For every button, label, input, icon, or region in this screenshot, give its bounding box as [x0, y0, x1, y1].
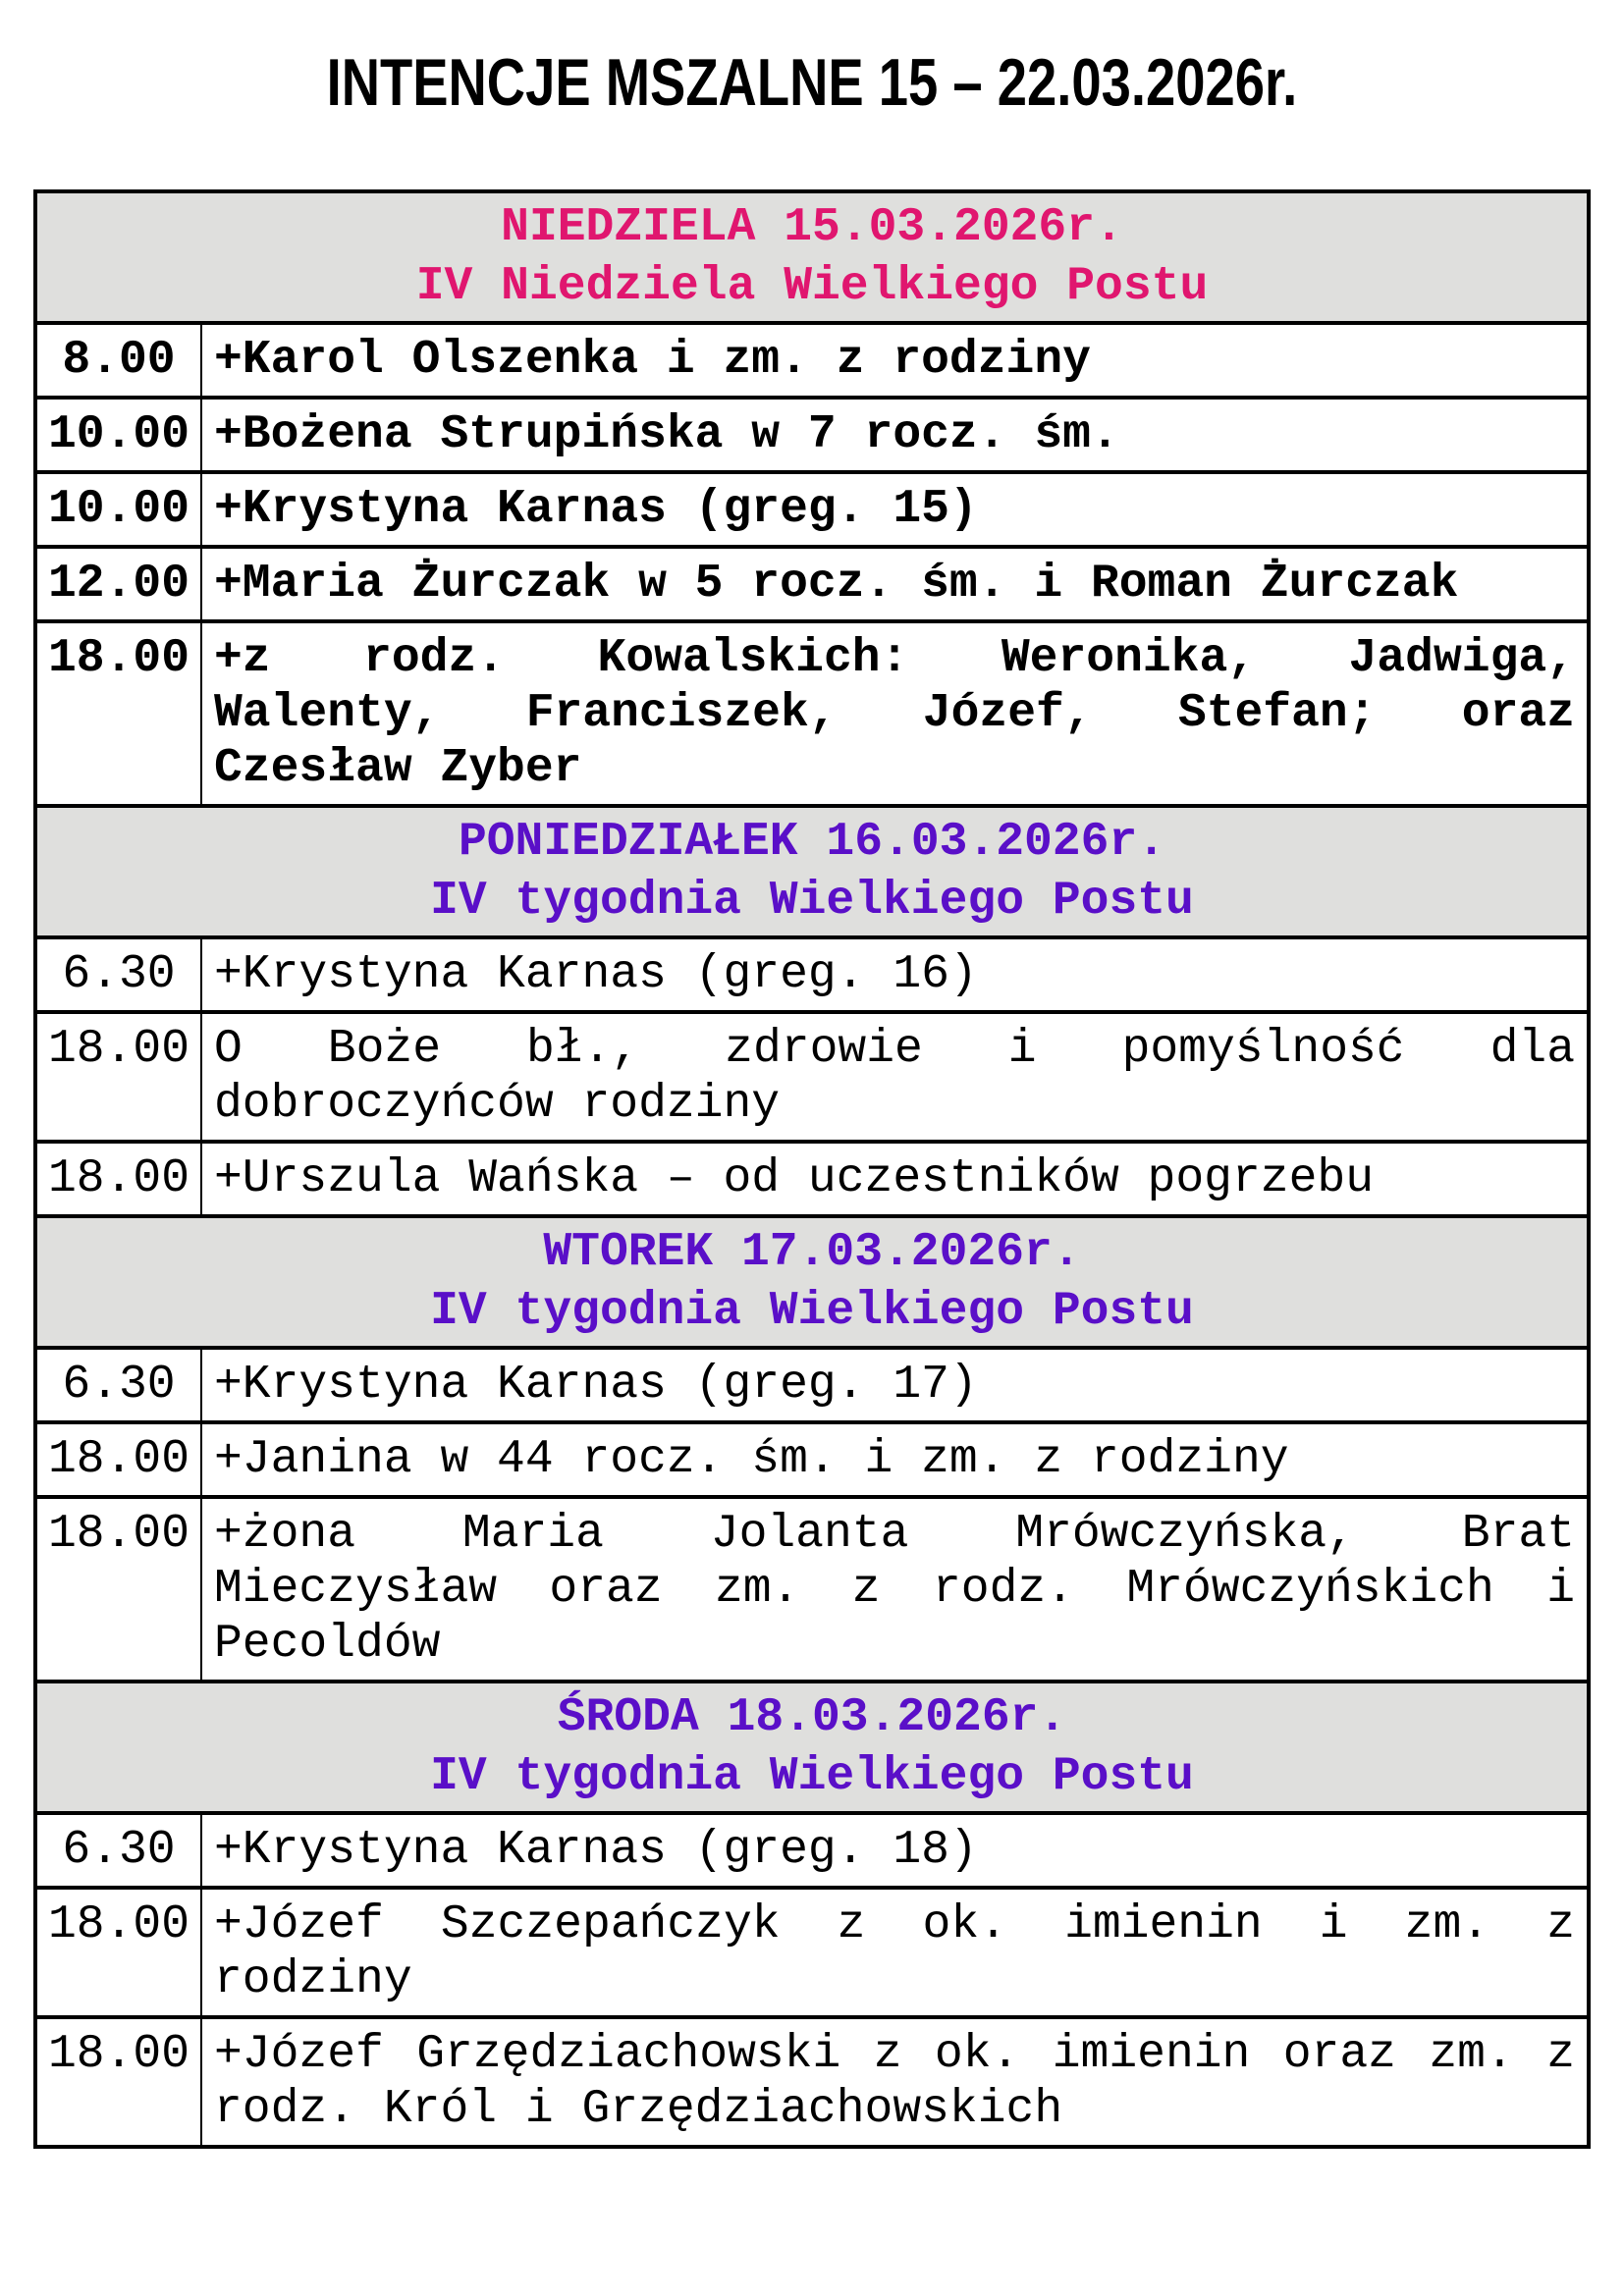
time-cell: 18.00 — [37, 1890, 202, 2015]
intention-line: +żona Maria Jolanta Mrówczyńska, Brat — [214, 1508, 1575, 1561]
intention-line: Czesław Zyber — [214, 742, 582, 795]
intention-line: +Janina w 44 rocz. śm. i zm. z rodziny — [214, 1433, 1289, 1486]
schedule-row — [37, 2019, 1587, 2145]
intention-cell — [202, 623, 1587, 804]
intention-cell — [202, 1350, 1587, 1420]
intention-line: +Krystyna Karnas (greg. 16) — [214, 948, 978, 1001]
day-subtitle: IV tygodnia Wielkiego Postu — [430, 1750, 1194, 1803]
intention-line: Walenty, Franciszek, Józef, Stefan; oraz — [214, 687, 1575, 740]
day-section-monday — [37, 808, 1587, 1218]
intention-line: +Karol Olszenka i zm. z rodziny — [214, 334, 1091, 387]
intention-cell — [202, 1499, 1587, 1680]
day-section-sunday — [37, 193, 1587, 808]
day-header — [37, 1683, 1587, 1815]
day-header — [37, 193, 1587, 325]
intention-line: rodz. Król i Grzędziachowskich — [214, 2083, 1063, 2136]
schedule-row — [37, 325, 1587, 400]
schedule-row — [37, 1890, 1587, 2019]
day-title: NIEDZIELA 15.03.2026r. — [501, 201, 1123, 254]
page-title: INTENCJE MSZALNE 15 – 22.03.2026r. — [326, 45, 1298, 120]
day-header — [37, 808, 1587, 939]
schedule-row — [37, 1815, 1587, 1890]
intention-line: +Józef Grzędziachowski z ok. imienin oraz zm. z — [214, 2028, 1575, 2081]
intention-line: dobroczyńców rodziny — [214, 1078, 781, 1131]
intention-line: O Boże bł., zdrowie i pomyślność dla — [214, 1023, 1575, 1076]
intention-cell — [202, 939, 1587, 1010]
day-title: PONIEDZIAŁEK 16.03.2026r. — [458, 816, 1166, 869]
schedule-row — [37, 549, 1587, 623]
intention-cell — [202, 549, 1587, 619]
time-cell: 12.00 — [37, 549, 202, 619]
intention-line: +Urszula Wańska – od uczestników pogrzebu — [214, 1152, 1374, 1205]
intention-cell — [202, 2019, 1587, 2145]
time-cell: 18.00 — [37, 1014, 202, 1140]
intention-cell — [202, 1424, 1587, 1495]
schedule-row — [37, 1350, 1587, 1424]
day-section-tuesday — [37, 1218, 1587, 1683]
time-cell: 18.00 — [37, 2019, 202, 2145]
intention-line: +Krystyna Karnas (greg. 17) — [214, 1359, 978, 1412]
intention-line: +Józef Szczepańczyk z ok. imienin i zm. z — [214, 1898, 1575, 1951]
day-subtitle: IV tygodnia Wielkiego Postu — [430, 875, 1194, 928]
schedule-row — [37, 1144, 1587, 1218]
intention-line: +Maria Żurczak w 5 rocz. śm. i Roman Żurczak — [214, 558, 1459, 611]
schedule-row — [37, 1014, 1587, 1144]
mass-intentions-table — [33, 189, 1591, 2149]
day-subtitle: IV tygodnia Wielkiego Postu — [430, 1285, 1194, 1338]
day-subtitle: IV Niedziela Wielkiego Postu — [415, 260, 1209, 313]
time-cell: 18.00 — [37, 1499, 202, 1680]
intention-line: +z rodz. Kowalskich: Weronika, Jadwiga, — [214, 632, 1575, 685]
time-cell: 6.30 — [37, 939, 202, 1010]
day-header — [37, 1218, 1587, 1350]
time-cell: 8.00 — [37, 325, 202, 396]
time-cell: 6.30 — [37, 1350, 202, 1420]
intention-cell — [202, 1144, 1587, 1214]
day-title: ŚRODA 18.03.2026r. — [557, 1691, 1067, 1744]
day-section-wednesday — [37, 1683, 1587, 2145]
intention-cell — [202, 400, 1587, 470]
intention-line: +Krystyna Karnas (greg. 15) — [214, 483, 978, 536]
time-cell: 10.00 — [37, 400, 202, 470]
schedule-row — [37, 400, 1587, 474]
schedule-row — [37, 623, 1587, 808]
time-cell: 10.00 — [37, 474, 202, 545]
day-title: WTOREK 17.03.2026r. — [543, 1226, 1081, 1279]
time-cell: 18.00 — [37, 1144, 202, 1214]
intention-cell — [202, 1014, 1587, 1140]
schedule-row — [37, 939, 1587, 1014]
time-cell: 18.00 — [37, 623, 202, 804]
intention-line: +Krystyna Karnas (greg. 18) — [214, 1824, 978, 1877]
schedule-row — [37, 1424, 1587, 1499]
intention-cell — [202, 1890, 1587, 2015]
intention-cell — [202, 1815, 1587, 1886]
time-cell: 6.30 — [37, 1815, 202, 1886]
intention-line: rodziny — [214, 1953, 412, 2006]
intention-line: Mieczysław oraz zm. z rodz. Mrówczyńskich i — [214, 1563, 1575, 1616]
title-row — [0, 37, 1624, 128]
intention-cell — [202, 325, 1587, 396]
schedule-row — [37, 1499, 1587, 1683]
intention-line: +Bożena Strupińska w 7 rocz. śm. — [214, 408, 1119, 461]
intention-cell — [202, 474, 1587, 545]
time-cell: 18.00 — [37, 1424, 202, 1495]
schedule-row — [37, 474, 1587, 549]
intention-line: Pecoldów — [214, 1618, 441, 1671]
